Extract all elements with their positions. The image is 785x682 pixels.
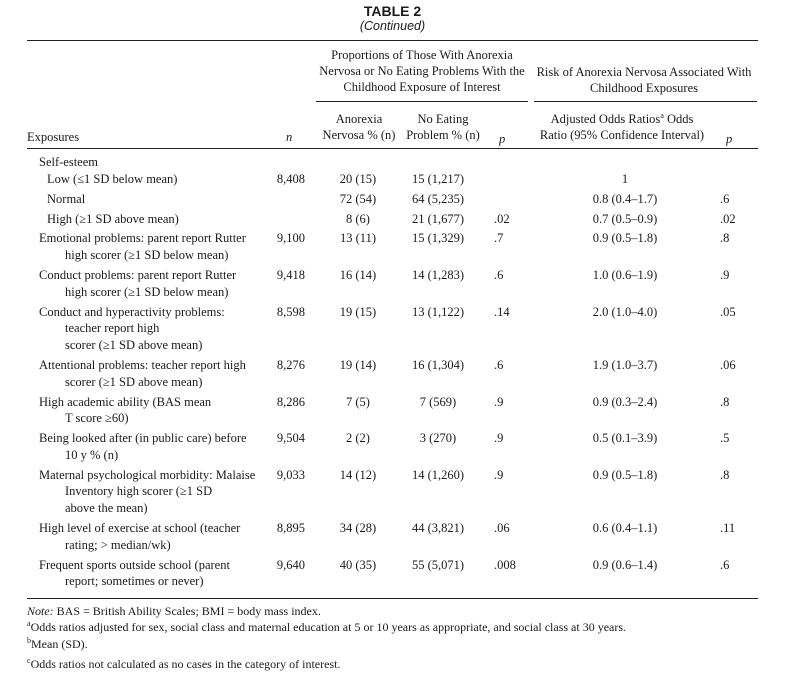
cell-nep: 16 (1,304) bbox=[411, 358, 465, 372]
cell-aor: 0.5 (0.1–3.9) bbox=[592, 431, 658, 445]
cell-p2: .05 bbox=[720, 305, 736, 319]
cell-n: 9,418 bbox=[276, 268, 305, 282]
col-header-no-eating-line2: Problem % (n) bbox=[406, 128, 480, 142]
cell-p2: .8 bbox=[720, 395, 730, 409]
row-label: teacher report high bbox=[65, 321, 160, 335]
cell-p2: .6 bbox=[720, 192, 730, 206]
cell-an: 16 (14) bbox=[339, 268, 377, 282]
col-header-no-eating-line1: No Eating bbox=[417, 112, 469, 126]
cell-n: 8,895 bbox=[276, 521, 305, 535]
cell-aor: 1.9 (1.0–3.7) bbox=[592, 358, 658, 372]
cell-p1: .6 bbox=[494, 268, 504, 282]
cell-an: 13 (11) bbox=[340, 231, 376, 245]
cell-p1: .06 bbox=[494, 521, 510, 535]
row-label: high scorer (≥1 SD below mean) bbox=[65, 285, 229, 299]
row-label: Conduct and hyperactivity problems: bbox=[39, 305, 225, 319]
row-label: Conduct problems: parent report Rutter bbox=[39, 268, 237, 282]
row-label: scorer (≥1 SD above mean) bbox=[65, 375, 203, 389]
cell-p1: .02 bbox=[494, 212, 510, 226]
group-rule-risk bbox=[534, 101, 757, 102]
cell-nep: 64 (5,235) bbox=[411, 192, 465, 206]
cell-n: 8,276 bbox=[276, 358, 305, 372]
cell-an: 7 (5) bbox=[346, 395, 370, 409]
bottom-rule bbox=[27, 598, 758, 599]
cell-p2: .5 bbox=[720, 431, 730, 445]
footnote-b: $^b$Mean (SD). bbox=[27, 636, 88, 651]
cell-aor: 2.0 (1.0–4.0) bbox=[592, 305, 658, 319]
row-label: High (≥1 SD above mean) bbox=[47, 212, 179, 226]
row-label: Attentional problems: teacher report high bbox=[39, 358, 246, 372]
col-header-anorexia-line1: Anorexia bbox=[335, 112, 383, 126]
col-header-n: n bbox=[286, 130, 293, 144]
cell-an: 72 (54) bbox=[339, 192, 377, 206]
cell-p2: .8 bbox=[720, 468, 730, 482]
cell-nep: 15 (1,217) bbox=[411, 172, 465, 186]
row-label: Emotional problems: parent report Rutter bbox=[39, 231, 246, 245]
cell-nep: 21 (1,677) bbox=[411, 212, 465, 226]
cell-aor: 0.9 (0.3–2.4) bbox=[592, 395, 658, 409]
cell-nep: 7 (569) bbox=[419, 395, 457, 409]
cell-p1: .9 bbox=[494, 468, 504, 482]
row-label: scorer (≥1 SD above mean) bbox=[65, 338, 203, 352]
cell-p2: .9 bbox=[720, 268, 730, 282]
row-label: report; sometimes or never) bbox=[65, 574, 204, 588]
cell-p1: .14 bbox=[494, 305, 510, 319]
row-label: Inventory high scorer (≥1 SD bbox=[65, 484, 213, 498]
cell-n: 9,504 bbox=[276, 431, 305, 445]
row-label: above the mean) bbox=[65, 501, 148, 515]
row-label: rating; > median/wk) bbox=[65, 538, 171, 552]
cell-an: 40 (35) bbox=[339, 558, 377, 572]
cell-an: 19 (14) bbox=[339, 358, 377, 372]
cell-an: 34 (28) bbox=[339, 521, 377, 535]
cell-p2: .06 bbox=[720, 358, 736, 372]
row-label: High level of exercise at school (teacher bbox=[39, 521, 241, 535]
col-header-no-eating bbox=[398, 111, 488, 143]
cell-p1: .9 bbox=[494, 395, 504, 409]
row-label: Self-esteem bbox=[39, 155, 99, 169]
note-line: Note: BAS = British Ability Scales; BMI = body mass index. bbox=[27, 604, 321, 618]
cell-p1: .9 bbox=[494, 431, 504, 445]
cell-aor: 0.7 (0.5–0.9) bbox=[592, 212, 658, 226]
cell-p2: .02 bbox=[720, 212, 736, 226]
cell-nep: 55 (5,071) bbox=[411, 558, 465, 572]
cell-an: 8 (6) bbox=[346, 212, 370, 226]
footnote-c: $^c$Odds ratios not calculated as no cases in the category of interest. bbox=[27, 656, 341, 671]
cell-an: 2 (2) bbox=[346, 431, 370, 445]
cell-n: 9,100 bbox=[276, 231, 305, 245]
row-label: 10 y % (n) bbox=[65, 448, 119, 462]
row-label: Frequent sports outside school (parent bbox=[39, 558, 230, 572]
cell-aor: 0.8 (0.4–1.7) bbox=[592, 192, 658, 206]
row-label: Maternal psychological morbidity: Malaise bbox=[39, 468, 256, 482]
cell-p2: .8 bbox=[720, 231, 730, 245]
col-header-aor-line1: Adjusted Odds Ratios$^a$ Odds bbox=[550, 110, 694, 126]
cell-an: 20 (15) bbox=[339, 172, 377, 186]
row-label: T score ≥60) bbox=[65, 411, 129, 425]
footnote-a: $^a$Odds ratios adjusted for sex, social class and maternal education at 5 or 10 years as appropriate, and social class at 30 years. bbox=[27, 619, 627, 634]
col-header-exposures: Exposures bbox=[27, 130, 80, 144]
cell-nep: 44 (3,821) bbox=[411, 521, 465, 535]
table-title: TABLE 2 bbox=[363, 3, 422, 19]
cell-an: 19 (15) bbox=[339, 305, 377, 319]
top-rule bbox=[27, 40, 758, 41]
col-header-anorexia bbox=[316, 111, 402, 143]
row-label: Low (≤1 SD below mean) bbox=[47, 172, 178, 186]
col-header-anorexia-line2: Nervosa % (n) bbox=[322, 128, 396, 142]
table-subtitle: (Continued) bbox=[359, 19, 426, 33]
row-label: High academic ability (BAS mean bbox=[39, 395, 212, 409]
row-label: Being looked after (in public care) before bbox=[39, 431, 247, 445]
cell-p1: .008 bbox=[494, 558, 516, 572]
cell-nep: 13 (1,122) bbox=[411, 305, 465, 319]
cell-aor: 0.9 (0.5–1.8) bbox=[592, 468, 658, 482]
col-header-aor bbox=[522, 111, 722, 143]
cell-nep: 14 (1,283) bbox=[411, 268, 465, 282]
row-label: high scorer (≥1 SD below mean) bbox=[65, 248, 229, 262]
cell-n: 9,640 bbox=[276, 558, 305, 572]
cell-nep: 3 (270) bbox=[419, 431, 457, 445]
cell-p1: .6 bbox=[494, 358, 504, 372]
cell-nep: 14 (1,260) bbox=[411, 468, 465, 482]
group-header-proportions: Proportions of Those With Anorexia Nervosa or No Eating Problems With the Childhood Exposure of Interest bbox=[319, 48, 525, 94]
header-rule bbox=[27, 148, 758, 149]
col-header-p2: p bbox=[726, 132, 733, 146]
cell-p2: .6 bbox=[720, 558, 730, 572]
col-header-aor-line2: Ratio (95% Confidence Interval) bbox=[539, 128, 705, 142]
cell-p2: .11 bbox=[720, 521, 736, 535]
group-header-risk: Risk of Anorexia Nervosa Associated With Childhood Exposures bbox=[536, 65, 752, 95]
cell-aor: 1.0 (0.6–1.9) bbox=[592, 268, 658, 282]
cell-nep: 15 (1,329) bbox=[411, 231, 465, 245]
col-header-p1: p bbox=[499, 132, 506, 146]
cell-p1: .7 bbox=[494, 231, 504, 245]
row-label: Normal bbox=[47, 192, 86, 206]
cell-aor: 0.9 (0.6–1.4) bbox=[592, 558, 658, 572]
cell-n: 8,408 bbox=[276, 172, 305, 186]
cell-n: 9,033 bbox=[276, 468, 305, 482]
cell-aor: 1 bbox=[621, 172, 629, 186]
cell-aor: 0.9 (0.5–1.8) bbox=[592, 231, 658, 245]
cell-n: 8,286 bbox=[276, 395, 305, 409]
cell-aor: 0.6 (0.4–1.1) bbox=[592, 521, 658, 535]
cell-an: 14 (12) bbox=[339, 468, 377, 482]
cell-n: 8,598 bbox=[276, 305, 305, 319]
group-rule-proportions bbox=[316, 101, 528, 102]
